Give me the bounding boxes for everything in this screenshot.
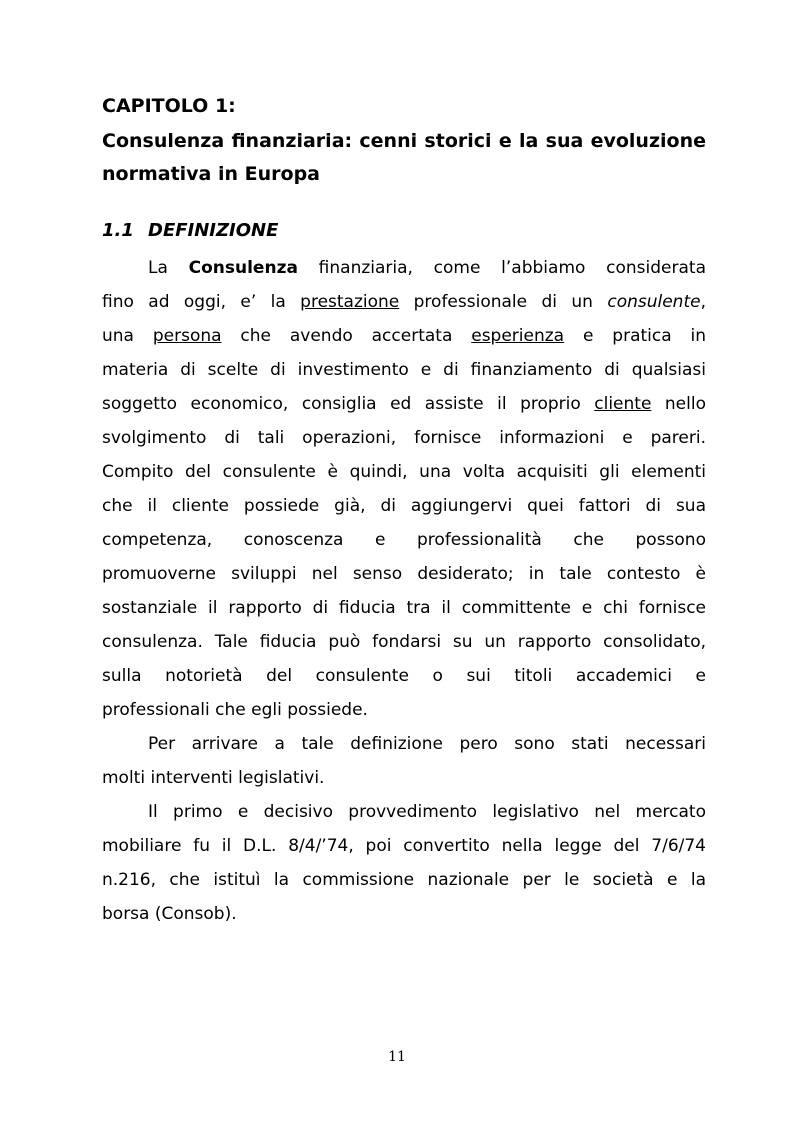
text-run: La xyxy=(148,258,189,278)
underlined-term-persona: persona xyxy=(152,326,222,346)
text-run: una xyxy=(102,326,153,346)
chapter-label: CAPITOLO 1: xyxy=(102,95,236,117)
text-line: n.216, che istituì la commissione nazionale per le società e la xyxy=(102,870,706,890)
text-line: Il primo e decisivo provvedimento legislativo nel mercato xyxy=(148,802,706,822)
text-line: mobiliare fu il D.L. 8/4/’74, poi convertito nella legge del 7/6/74 xyxy=(102,836,706,856)
paragraph-definition xyxy=(102,251,706,727)
text-run: finanziaria, come l’abbiamo considerata xyxy=(297,258,706,278)
text-line: Per arrivare a tale definizione pero sono stati necessari xyxy=(148,734,706,754)
bold-term-consulenza: Consulenza xyxy=(188,258,298,278)
text-line: svolgimento di tali operazioni, fornisce informazioni e pareri. xyxy=(102,428,706,448)
text-line xyxy=(102,387,706,421)
text-run: fino ad oggi, e’ la xyxy=(102,292,301,312)
text-line: Compito del consulente è quindi, una volta acquisiti gli elementi xyxy=(102,462,706,482)
text-line xyxy=(102,319,706,353)
body-text xyxy=(102,251,706,931)
text-line: professionali che egli possiede. xyxy=(102,700,368,720)
text-line: sostanziale il rapporto di fiducia tra il committente e chi fornisce xyxy=(102,598,706,618)
text-run: nello xyxy=(651,394,706,414)
text-line: molti interventi legislativi. xyxy=(102,768,325,788)
text-line: competenza, conoscenza e professionalità che possono xyxy=(102,530,706,550)
text-line: borsa (Consob). xyxy=(102,904,237,924)
text-line: consulenza. Tale fiducia può fondarsi su un rapporto consolidato, xyxy=(102,632,706,652)
section-title: DEFINIZIONE xyxy=(148,220,279,241)
paragraph-consob xyxy=(102,795,706,931)
underlined-term-cliente: cliente xyxy=(594,394,652,414)
section-heading xyxy=(102,219,278,243)
text-line: sulla notorietà del consulente o sui titoli accademici e xyxy=(102,666,706,686)
text-run: che avendo accertata xyxy=(221,326,472,346)
text-line: promuoverne sviluppi nel senso desiderato; in tale contesto è xyxy=(102,564,706,584)
text-line xyxy=(102,251,706,285)
chapter-title-line-2: normativa in Europa xyxy=(102,163,320,185)
underlined-term-esperienza: esperienza xyxy=(471,326,565,346)
page-number: 11 xyxy=(388,1049,406,1065)
underlined-term-prestazione: prestazione xyxy=(300,292,400,312)
section-number: 1.1 xyxy=(102,220,134,241)
chapter-title-line-1: Consulenza finanziaria: cenni storici e la sua evoluzione xyxy=(102,130,706,152)
chapter-title xyxy=(102,125,706,191)
text-line: materia di scelte di investimento e di finanziamento di qualsiasi xyxy=(102,360,706,380)
italic-term-consulente: consulente xyxy=(607,292,701,312)
text-run: soggetto economico, consiglia ed assiste il proprio xyxy=(102,394,595,414)
text-run: professionale di un xyxy=(399,292,608,312)
text-run: , xyxy=(700,292,706,312)
paragraph-interventi xyxy=(102,727,706,795)
text-line: che il cliente possiede già, di aggiungervi quei fattori di sua xyxy=(102,496,706,516)
text-line xyxy=(102,285,706,319)
text-run: e pratica in xyxy=(564,326,707,346)
